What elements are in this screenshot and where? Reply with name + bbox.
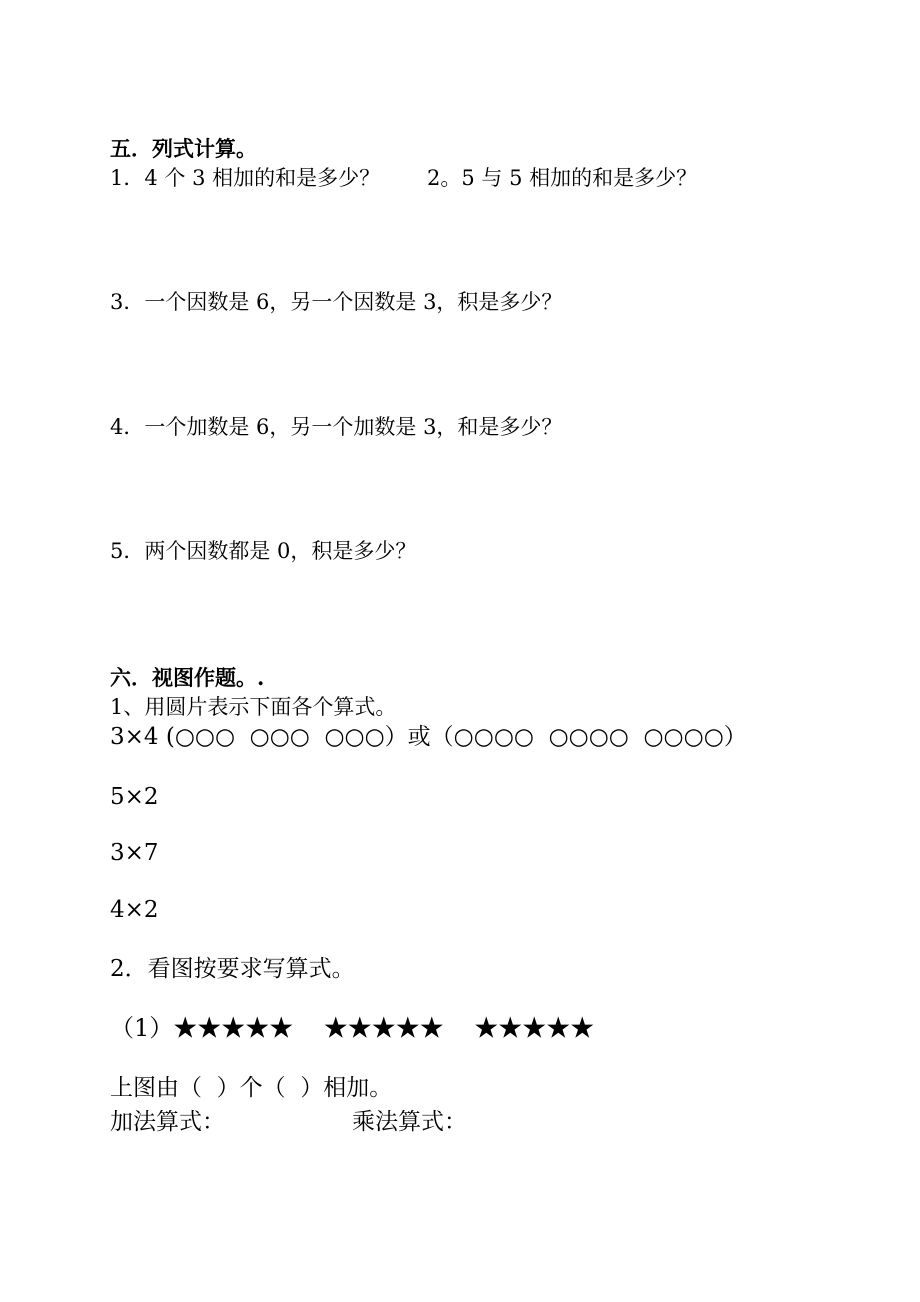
- section5-title: 五．列式计算。: [110, 136, 257, 161]
- subquestion-2: 2．看图按要求写算式。: [110, 956, 355, 982]
- subquestion-1: 1、用圆片表示下面各个算式。: [110, 695, 397, 719]
- section6-title: 六．视图作题。.: [110, 665, 265, 690]
- stars-row: （1）★★★★★ ★★★★★ ★★★★★: [110, 1014, 595, 1042]
- expression-4x2: 4×2: [110, 897, 159, 923]
- question-1: 1．4 个 3 相加的和是多少？: [110, 166, 381, 190]
- multiplication-label: 乘法算式：: [352, 1109, 467, 1135]
- expression-3x7: 3×7: [110, 840, 159, 866]
- fill-in-sentence: 上图由（ ）个（ ）相加。: [110, 1075, 393, 1101]
- expression-5x2: 5×2: [110, 784, 159, 810]
- question-4: 4．一个加数是 6，另一个加数是 3，和是多少？: [110, 415, 563, 439]
- addition-label: 加法算式：: [110, 1109, 225, 1135]
- question-2: 2。5 与 5 相加的和是多少？: [427, 166, 698, 190]
- question-5: 5．两个因数都是 0，积是多少？: [110, 539, 417, 563]
- example-expression: 3×4 (○○○ ○○○ ○○○）或（○○○○ ○○○○ ○○○○）: [110, 724, 747, 750]
- question-3: 3．一个因数是 6，另一个因数是 3，积是多少？: [110, 290, 563, 314]
